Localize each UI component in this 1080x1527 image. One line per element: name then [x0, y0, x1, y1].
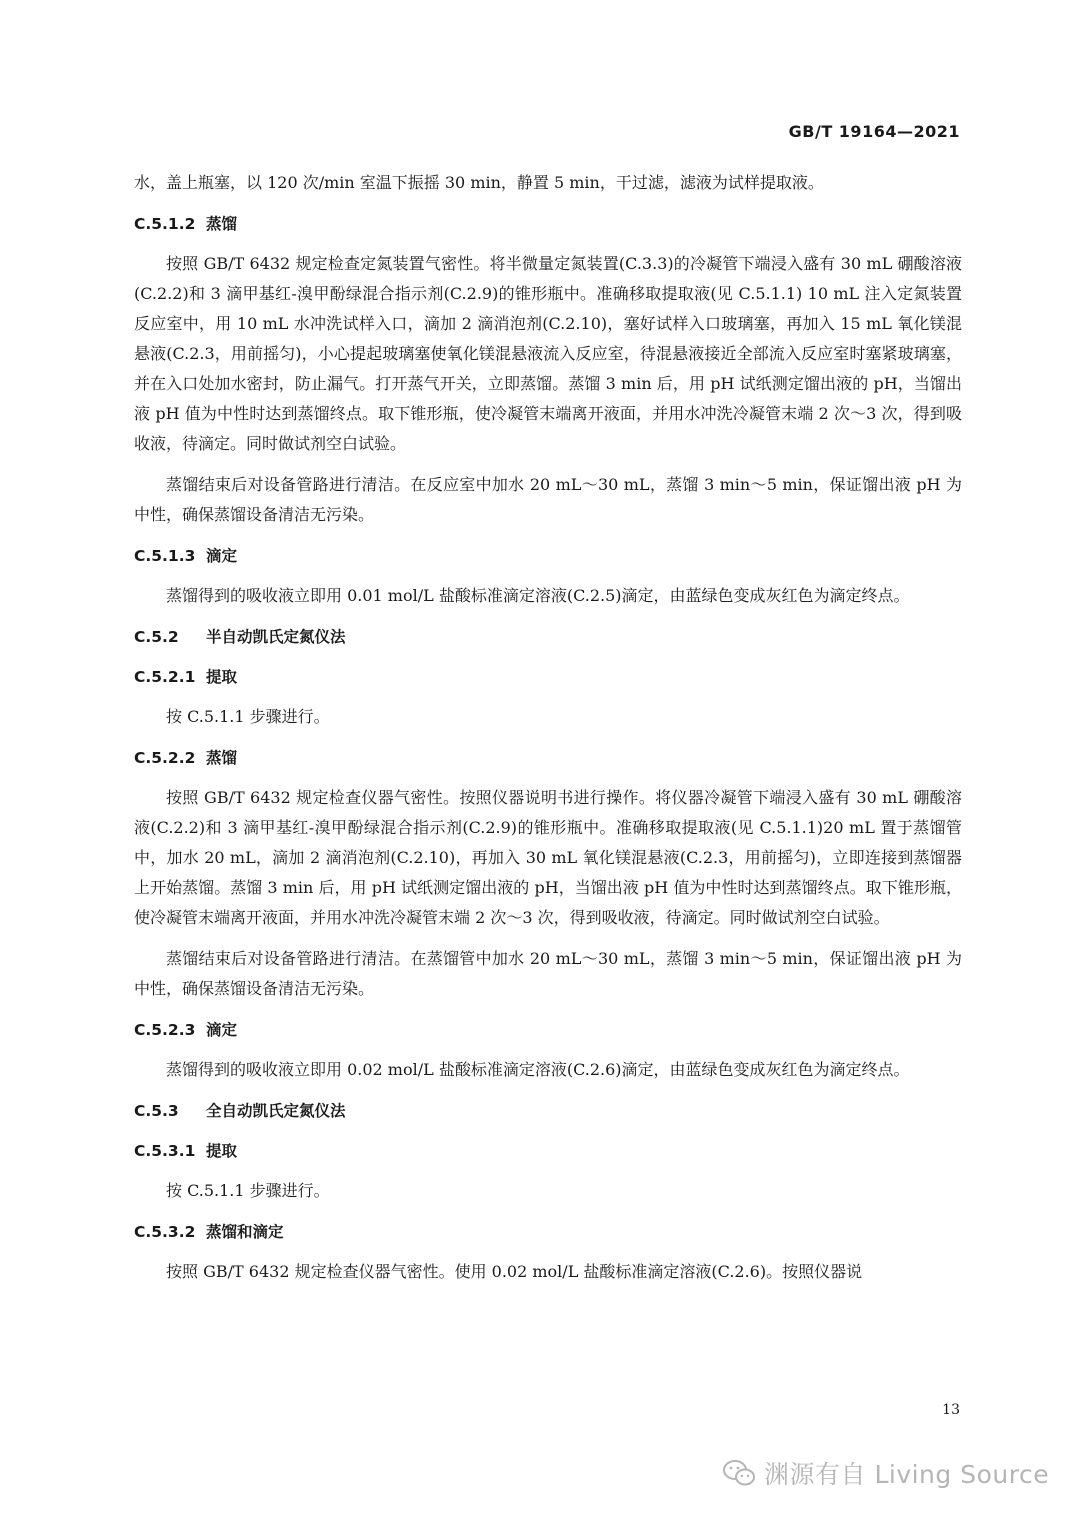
section-number: C.5.2.3 [134, 1021, 196, 1039]
section-title: 蒸馏 [206, 749, 238, 767]
page-number: 13 [942, 1402, 960, 1418]
section-number: C.5.2 [134, 628, 179, 646]
section-number: C.5.3 [134, 1102, 179, 1120]
section-number: C.5.2.2 [134, 749, 196, 767]
paragraph: 按照 GB/T 6432 规定检查仪器气密性。使用 0.02 mol/L 盐酸标准滴定溶液(C.2.6)。按照仪器说 [166, 1262, 863, 1281]
paragraph: 按 C.5.1.1 步骤进行。 [166, 1181, 330, 1200]
watermark-text: 渊源有自 Living Source [764, 1460, 1050, 1489]
paragraph: 蒸馏结束后对设备管路进行清洁。在反应室中加水 20 mL～30 mL，蒸馏 3 min～5 min，保证馏出液 pH 为中性，确保蒸馏设备清洁无污染。 [134, 475, 962, 524]
section-heading [134, 209, 962, 239]
section-heading [134, 622, 962, 652]
section-title: 蒸馏 [206, 215, 238, 233]
section-title: 滴定 [206, 1021, 238, 1039]
section-heading [134, 743, 962, 773]
paragraph: 按照 GB/T 6432 规定检查仪器气密性。按照仪器说明书进行操作。将仪器冷凝管下端浸入盛有 30 mL 硼酸溶液(C.2.2)和 3 滴甲基红-溴甲酚绿混合指示剂(C.2.9)的锥形瓶中。准确移取提取液(见 C.5.1.1)20 mL 置于蒸馏管中，加水 20 mL，滴加 2 滴消泡剂(C.2.10)，再加入 30 mL 氧化镁混悬液(C.2.3，用前摇匀)，立即连接到蒸馏器上开始蒸馏。蒸馏 3 min 后，用 pH 试纸测定馏出液的 pH，当馏出液 pH 值为中性时达到蒸馏终点。取下锥形瓶，使冷凝管末端离开液面，并用水冲洗冷凝管末端 2 次～3 次，得到吸收液，待滴定。同时做试剂空白试验。 [134, 788, 962, 927]
section-heading [134, 1096, 962, 1126]
section-number: C.5.3.1 [134, 1142, 196, 1160]
section-heading [134, 1217, 962, 1247]
section-number: C.5.1.2 [134, 215, 196, 233]
document-body [134, 168, 962, 1298]
section-title: 提取 [206, 668, 238, 686]
paragraph: 按 C.5.1.1 步骤进行。 [166, 707, 330, 726]
section-heading [134, 1136, 962, 1166]
section-number: C.5.1.3 [134, 547, 196, 565]
section-number: C.5.3.2 [134, 1223, 196, 1241]
section-title: 半自动凯氏定氮仪法 [206, 628, 346, 646]
section-title: 蒸馏和滴定 [206, 1223, 284, 1241]
watermark [722, 1455, 1049, 1491]
paragraph: 蒸馏得到的吸收液立即用 0.02 mol/L 盐酸标准滴定溶液(C.2.6)滴定，由蓝绿色变成灰红色为滴定终点。 [166, 1060, 910, 1079]
paragraph: 蒸馏得到的吸收液立即用 0.01 mol/L 盐酸标准滴定溶液(C.2.5)滴定，由蓝绿色变成灰红色为滴定终点。 [166, 586, 910, 605]
section-title: 全自动凯氏定氮仪法 [206, 1102, 346, 1120]
section-number: C.5.2.1 [134, 668, 196, 686]
paragraph: 水，盖上瓶塞，以 120 次/min 室温下振摇 30 min，静置 5 min，干过滤，滤液为试样提取液。 [134, 173, 824, 192]
section-heading [134, 541, 962, 571]
section-title: 提取 [206, 1142, 238, 1160]
paragraph: 蒸馏结束后对设备管路进行清洁。在蒸馏管中加水 20 mL～30 mL，蒸馏 3 min～5 min，保证馏出液 pH 为中性，确保蒸馏设备清洁无污染。 [134, 949, 962, 998]
section-heading [134, 1015, 962, 1045]
section-title: 滴定 [206, 547, 238, 565]
paragraph: 按照 GB/T 6432 规定检查定氮装置气密性。将半微量定氮装置(C.3.3)的冷凝管下端浸入盛有 30 mL 硼酸溶液(C.2.2)和 3 滴甲基红-溴甲酚绿混合指示剂(C.2.9)的锥形瓶中。准确移取提取液(见 C.5.1.1) 10 mL 注入定氮装置反应室中，用 10 mL 水冲洗试样入口，滴加 2 滴消泡剂(C.2.10)，塞好试样入口玻璃塞，再加入 15 mL 氧化镁混悬液(C.2.3，用前摇匀)，小心提起玻璃塞使氧化镁混悬液流入反应室，待混悬液接近全部流入反应室时塞紧玻璃塞，并在入口处加水密封，防止漏气。打开蒸气开关，立即蒸馏。蒸馏 3 min 后，用 pH 试纸测定馏出液的 pH，当馏出液 pH 值为中性时达到蒸馏终点。取下锥形瓶，使冷凝管末端离开液面，并用水冲洗冷凝管末端 2 次～3 次，得到吸收液，待滴定。同时做试剂空白试验。 [134, 254, 962, 453]
wechat-icon [722, 1458, 756, 1488]
standard-code: GB/T 19164—2021 [788, 122, 960, 141]
section-heading [134, 662, 962, 692]
